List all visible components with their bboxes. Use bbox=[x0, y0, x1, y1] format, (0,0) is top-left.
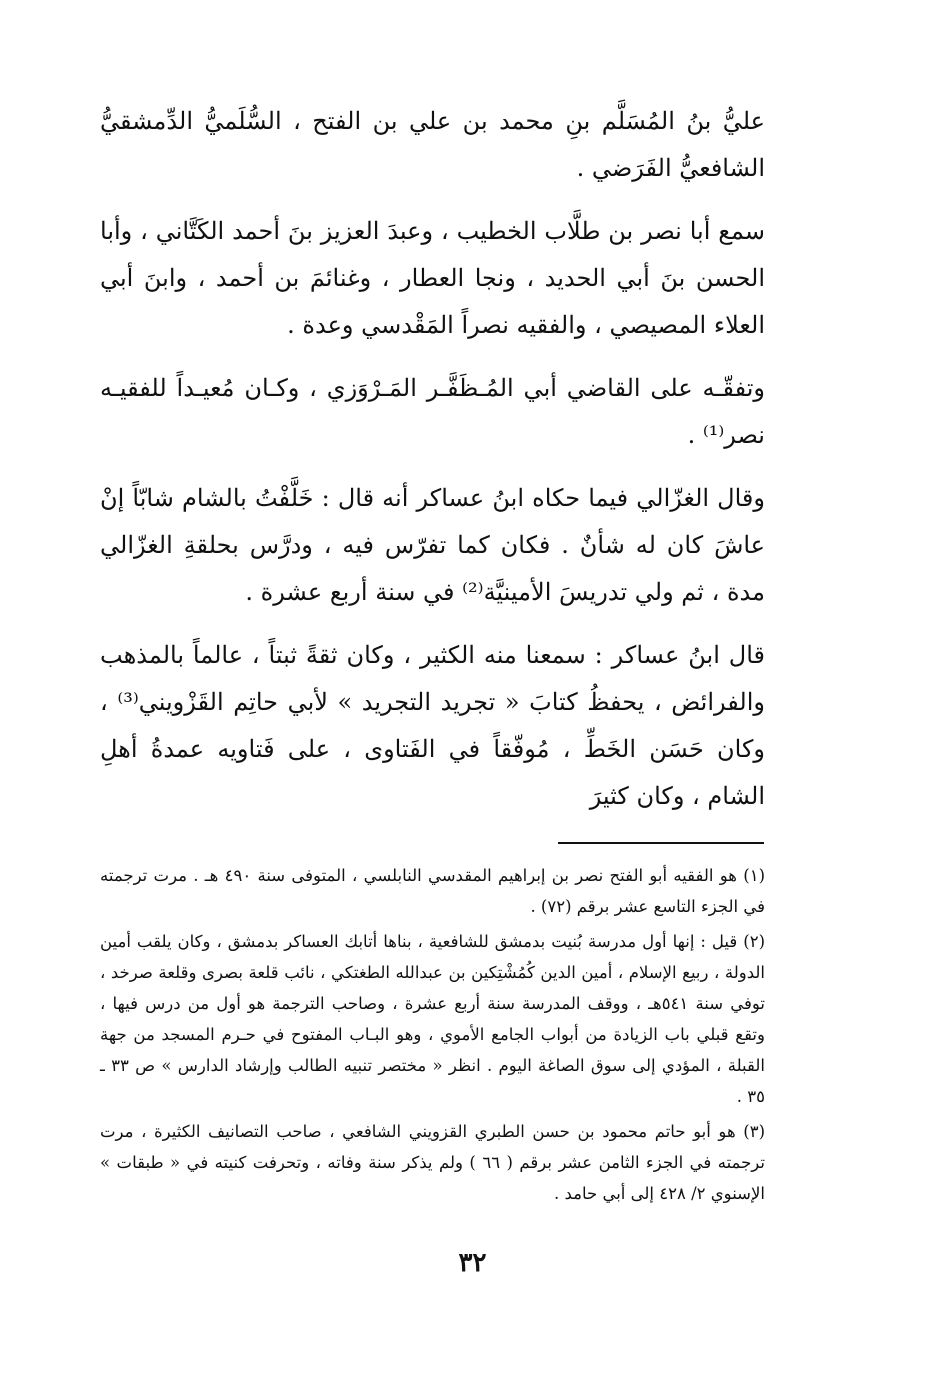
footnotes bbox=[100, 860, 765, 1213]
main-text bbox=[100, 98, 765, 836]
paragraph-ibn-asakir: قال ابنُ عساكر : سمعنا منه الكثير ، وكان ثقةً ثبتاً ، عالماً بالمذهب والفرائض ، يحفظُ كتابَ « تجريد التجريد » لأبي حاتِم القَزْويني⁽³⁾ ، وكان حَسَن الخَطِّ ، مُوفّقاً في الفَتاوى ، على فَتاويه عمدةُ أهلِ الشام ، وكان كثيرَ bbox=[100, 641, 765, 810]
paragraph-ghazali: وقال الغزّالي فيما حكاه ابنُ عساكر أنه قال : خَلَّفْتُ بالشام شابّاً إنْ عاشَ كان له شأنٌ . فكان كما تفرّس فيه ، ودرَّس بحلقةِ الغزّالي مدة ، ثم ولي تدريسَ الأمينيَّة⁽²⁾ في سنة أربع عشرة . bbox=[100, 484, 765, 606]
page-number: ٣٢ bbox=[458, 1248, 487, 1278]
paragraph-study: وتفقّـه على القاضي أبي المُـظَفَّـر المَـرْوَزي ، وكـان مُعيـداً للفقيـه نصر⁽¹⁾ . bbox=[100, 374, 765, 449]
footnote-divider bbox=[558, 842, 764, 844]
footnote-3: (٣) هو أبو حاتم محمود بن حسن الطبري القزويني الشافعي ، صاحب التصانيف الكثيرة ، مرت ترجمته في الجزء الثامن عشر برقم ( ٦٦ ) ولم يذكر سنة وفاته ، وتحرفت كنيته في « طبقات » الإسنوي ٢/ ٤٢٨ إلى أبي حامد . bbox=[100, 1122, 765, 1203]
footnote-2: (٢) قيل : إنها أول مدرسة بُنيت بدمشق للشافعية ، بناها أتابك العساكر بدمشق ، وكان يلقب أمين الدولة ، ربيع الإسلام ، أمين الدين كُمُشْتِكين بن عبدالله الطغتكي ، نائب قلعة بصرى وقلعة صرخد ، توفي سنة ٥٤١هـ ، ووقف المدرسة سنة أربع عشرة ، وصاحب الترجمة هو أول من درس فيها ، وتقع قبلي باب الزيادة من أبواب الجامع الأموي ، وهو البـاب المفتوح في حـرم المسجد من جهة القبلة ، المؤدي إلى سوق الصاغة اليوم . انظر « مختصر تنبيه الطالب وإرشاد الدارس » ص ٣٣ ـ ٣٥ . bbox=[100, 932, 765, 1106]
footnote-1: (١) هو الفقيه أبو الفتح نصر بن إبراهيم المقدسي النابلسي ، المتوفى سنة ٤٩٠ هـ . مرت ترجمته في الجزء التاسع عشر برقم (٧٢) . bbox=[100, 866, 765, 916]
paragraph-teachers: سمع أبا نصر بن طلَّاب الخطيب ، وعبدَ العزيز بنَ أحمد الكَتَّاني ، وأبا الحسن بنَ أبي الحديد ، ونجا العطار ، وغنائمَ بن أحمد ، وابنَ أبي العلاء المصيصي ، والفقيه نصراً المَقْدسي وعدة . bbox=[100, 217, 765, 339]
paragraph-name: عليُّ بنُ المُسَلَّم بنِ محمد بن علي بن الفتح ، السُّلَميُّ الدِّمشقيُّ الشافعيُّ الفَرَضي . bbox=[100, 107, 765, 182]
